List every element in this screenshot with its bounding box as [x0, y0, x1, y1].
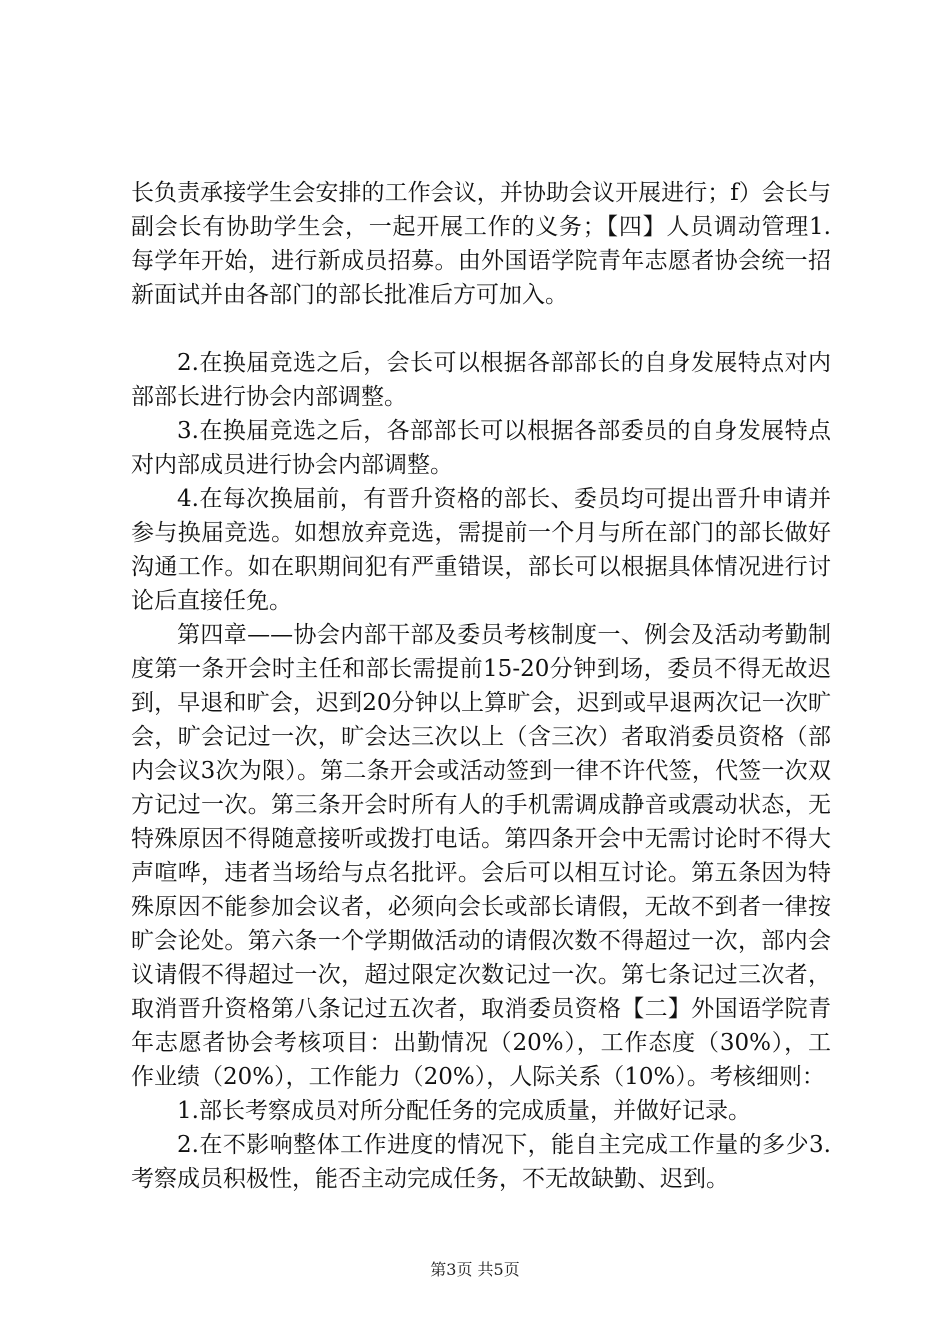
paragraph-rule-1: 1.部长考察成员对所分配任务的完成质量，并做好记录。	[177, 1098, 751, 1124]
paragraph-chapter-four: 第四章——协会内部干部及委员考核制度一、例会及活动考勤制度第一条开会时主任和部长需提前15-20分钟到场，委员不得无故迟到，早退和旷会，迟到20分钟以上算旷会，迟到或早退两次记一次旷会，旷会记过一次，旷会达三次以上（含三次）者取消委员资格（部内会议3次为限）。第二条开会或活动签到一律不许代签，代签一次双方记过一次。第三条开会时所有人的手机需调成静音或震动状态，无特殊原因不得随意接听或拨打电话。第四条开会中无需讨论时不得大声喧哗，违者当场给与点名批评。会后可以相互讨论。第五条因为特殊原因不能参加会议者，必须向会长或部长请假，无故不到者一律按旷会论处。第六条一个学期做活动的请假次数不得超过一次，部内会议请假不得超过一次，超过限定次数记过一次。第七条记过三次者，取消晋升资格第八条记过五次者，取消委员资格【二】外国语学院青年志愿者协会考核项目：出勤情况（20%），工作态度（30%），工作业绩（20%），工作能力（20%），人际关系（10%）。考核细则：	[131, 622, 831, 1090]
paragraph-item-4: 4.在每次换届前，有晋升资格的部长、委员均可提出晋升申请并参与换届竞选。如想放弃竞选，需提前一个月与所在部门的部长做好沟通工作。如在职期间犯有严重错误，部长可以根据具体情况进行讨论后直接任免。	[131, 486, 831, 614]
document-body	[131, 176, 831, 1196]
paragraph-item-2: 2.在换届竞选之后，会长可以根据各部部长的自身发展特点对内部部长进行协会内部调整。	[131, 350, 831, 410]
page-number-footer: 第3页 共5页	[430, 1260, 520, 1279]
paragraph-item-3: 3.在换届竞选之后，各部部长可以根据各部委员的自身发展特点对内部成员进行协会内部调整。	[131, 418, 831, 478]
paragraph-gap	[131, 312, 831, 346]
paragraph-rule-2: 2.在不影响整体工作进度的情况下，能自主完成工作量的多少3.考察成员积极性，能否主动完成任务，不无故缺勤、迟到。	[131, 1132, 831, 1192]
paragraph-continued-text: 长负责承接学生会安排的工作会议，并协助会议开展进行；f）会长与副会长有协助学生会，一起开展工作的义务；【四】人员调动管理1.每学年开始，进行新成员招募。由外国语学院青年志愿者协会统一招新面试并由各部门的部长批准后方可加入。	[131, 180, 831, 308]
